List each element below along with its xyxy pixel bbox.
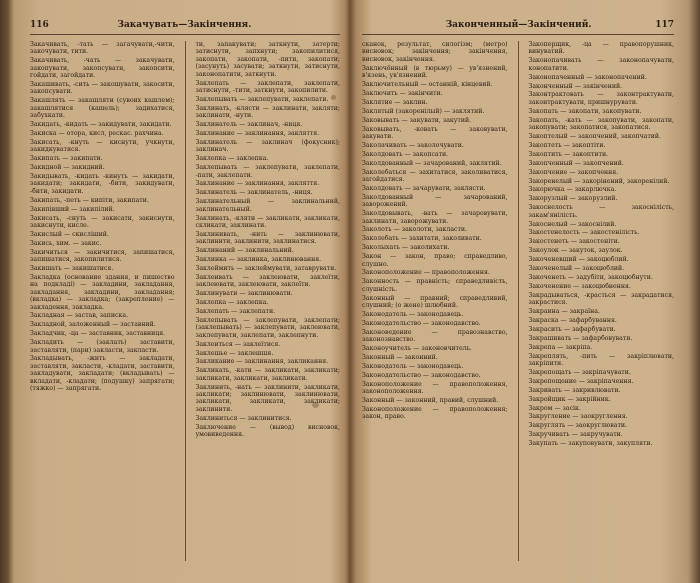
dictionary-entry: Закорючка — закарлючка. — [528, 186, 617, 194]
dictionary-entry: Заклинательный — заклинальний, заклинательный. — [195, 198, 340, 213]
dictionary-entry: Закраина — закраїна. — [528, 308, 600, 316]
dictionary-entry: Заклятый (закоренілый) — заклятий. — [362, 107, 485, 115]
dictionary-entry: Закопченный — закопчений. — [528, 159, 624, 167]
dictionary-entry: Заколдовать — зачарувати, заклясти. — [362, 184, 486, 192]
dictionary-entry: Закладка (основание здания, и пишество на подкладі) — закладини, закладання, закладання, закладини, закладання; (вкладка) — закладка; (закрепление) — закладення, закладка. — [30, 273, 175, 311]
dictionary-entry: Закрепа — закріпа. — [528, 343, 593, 351]
dictionary-entry: Закопать, -кать — закопувати, закопати, закопувати; закопатися, закопатися. — [528, 116, 674, 132]
dictionary-entry: Закривать — закривлювати. — [528, 386, 621, 394]
dictionary-entry: Закликание — заклинання, закликання. — [195, 358, 329, 366]
dictionary-entry: Закорузлый — закорузлий. — [528, 195, 618, 203]
dictionary-entry: Заклеймить — заклеймувати, затаврувати. — [195, 264, 337, 272]
right-col-2 — [528, 41, 674, 561]
dictionary-entry: Закачивать, -чать — закачувати, закопувати, закопсувати, закопсити, гойдати, загойдати. — [30, 57, 175, 80]
dictionary-entry: Заклепка — заклепка. — [195, 155, 269, 163]
dictionary-entry: Закоснелый — закоснілий. — [528, 220, 617, 228]
right-page-number: 117 — [655, 20, 674, 30]
dictionary-entry: сканок, результат, силогізм; (метро) висновок; закінчення; закінчення, висновок, закінчення. — [362, 41, 508, 63]
dictionary-entry: Закишать — закишатися. — [30, 264, 114, 272]
dictionary-entry: Законодатель — законодавець. — [362, 362, 464, 370]
left-page-running-head: Закачувать—Закінчення. — [117, 20, 252, 30]
dictionary-entry: Закраска — зафарбування. — [528, 317, 617, 324]
dictionary-entry: Закручивать — закручувати. — [528, 431, 623, 439]
dictionary-entry: Заклеивать — заклеювати, заклеїти, заклеювати, заклеювати, заклеїти. — [195, 273, 340, 289]
dictionary-entry: Закачивать, -тать — загачувати,-чити, закочувати, тити. — [30, 41, 175, 56]
right-col-1 — [362, 41, 508, 561]
dictionary-entry: Закоренелый — закорінений, закоренілий. — [528, 177, 670, 185]
dictionary-entry: Заклепывать — заклепувати, заклепати, -пати, заклепати. — [195, 164, 340, 179]
dictionary-entry: Заклинка — заклинка, заклинювання. — [195, 256, 322, 264]
dictionary-entry: Закрасить — зафарбувати. — [528, 325, 616, 333]
dictionary-entry: Закоченелый — закоцюблий. — [528, 265, 625, 273]
dictionary-entry: Законтрактовать — законтрактувати, законтрактувати, пришнурувати. — [528, 91, 674, 106]
dictionary-entry: Закоптеть — закоптіти. — [528, 141, 606, 149]
left-page-header — [30, 18, 340, 35]
dictionary-entry: Закисать, -снуть — закисати, закиснути, закиснути, кисле. — [30, 214, 175, 229]
dictionary-entry: Законопачивать — законопачувати, конопатити. — [528, 57, 674, 72]
dictionary-entry: Заклинание — заклинання, закляття. — [195, 129, 320, 137]
dictionary-entry: Законодатель — законодавець. — [362, 311, 464, 318]
paper-stain — [312, 402, 319, 408]
dictionary-entry: Заколебаться — захитатися, заколиватися, загойдатися. — [362, 168, 508, 183]
dictionary-entry: Законный — законний. — [362, 354, 438, 362]
left-page — [30, 18, 340, 561]
right-page-running-head: Законченный—Закінчений. — [445, 20, 592, 30]
dictionary-entry: Закрепощение — закріпачення. — [528, 377, 634, 385]
dictionary-entry: Закладчик, -ца — заставник, заставниця. — [30, 330, 166, 338]
dictionary-entry: Законный — правний; справедливий, слушний; (о жене) шлюбний. — [362, 294, 508, 310]
dictionary-entry: Закругление — заокруглення. — [528, 413, 628, 421]
dictionary-entry: Закоснелость — закоснілість, закам'янілість. — [528, 204, 674, 219]
dictionary-entry: Законодательство — законодавство. — [362, 371, 481, 379]
dictionary-entry: Закром — засік. — [528, 404, 581, 412]
dictionary-entry: Заклинить, -нать — заклинити, закликати, закликати; заклинювати, заклинювати, закликати, закликати, закликати; заклинити. — [195, 383, 340, 413]
dictionary-entry: Закислый — скисліший. — [30, 230, 109, 238]
dictionary-entry: Законопаченный — законопачений. — [528, 73, 647, 81]
right-page — [362, 18, 674, 561]
dictionary-entry: Закиска — отора, кисл, рескас. рахчина. — [30, 129, 164, 137]
dictionary-entry: Закладной, заложенный — заставний. — [30, 321, 156, 329]
dictionary-entry: Закоченевший — закоцюблий. — [528, 256, 629, 264]
dictionary-entry: Заколоть — заколоти, закласти. — [362, 226, 468, 234]
dictionary-entry: Заклинатель — заклинач, -ниця. — [195, 121, 303, 129]
dictionary-entry: Закопать — закопати, закопувати. — [528, 107, 642, 115]
dictionary-entry: Заклешье — заклешшя. — [195, 349, 274, 357]
dictionary-entry: Заклятие — заклин. — [362, 98, 428, 106]
dictionary-entry: Закашивать, -сить — закошувати, закосити, закопсувати. — [30, 81, 175, 96]
dictionary-entry: Закреплять, -пить — закріплювати, закріпити. — [528, 352, 674, 368]
dictionary-entry: Заковывать — закувати, закутий. — [362, 116, 472, 124]
dictionary-entry: Заклинать, -кляти — закликати, закликати, скликати, заклинати. — [195, 214, 340, 229]
dictionary-entry: Закройщик — закрійник. — [528, 395, 611, 403]
dictionary-entry: Закон — закон, право; справедливо, слушно. — [362, 253, 508, 268]
left-page-number: 116 — [30, 20, 49, 30]
dictionary-entry: Законченный — закінчений. — [528, 82, 623, 90]
dictionary-entry: Закладить — (заклать) заставити, заставляти, (пари) закласти, закласти. — [30, 339, 175, 354]
dictionary-entry: Заклинаний — заклинальний. — [195, 247, 294, 255]
dictionary-entry: Закликать, -кати — закликати, закликати; закликати, закликати, закликати. — [195, 367, 340, 382]
dictionary-entry: Закрашивать — зафарбовувати. — [528, 334, 633, 342]
dictionary-entry: Заклинать, -клясти — заклинати, закляти; заклинати, -нути. — [195, 104, 340, 120]
dictionary-entry: Закоченение — закоцюбнення. — [528, 282, 631, 290]
dictionary-entry: Закладная — застав, записка. — [30, 312, 129, 320]
dictionary-entry: Закипать — закипати. — [30, 155, 103, 163]
dictionary-entry: Заклепать — заклепати. — [195, 308, 276, 315]
dictionary-entry: Заколебать — захитати, заколивати. — [362, 235, 482, 243]
dictionary-entry: Заклепывать — заклепувати, заклепати. — [195, 95, 329, 103]
dictionary-entry: Заклинатель — заклинач (фокусник); заклинач. — [195, 138, 340, 154]
dictionary-entry: Закупать — закуповувати, закупляти. — [528, 440, 653, 448]
column-divider — [518, 41, 519, 561]
dictionary-entry: Закостенеть — закостеніти. — [528, 238, 620, 246]
dictionary-entry: Заколдовать — закопсати. — [362, 150, 449, 158]
dictionary-entry: Закоулок — закуток, заулок. — [528, 247, 623, 255]
dictionary-entry: Заклепка — заклепка. — [195, 299, 269, 307]
dictionary-entry: Закрепощать — закріпачувати. — [528, 368, 631, 376]
dictionary-entry: Закисать, -кнуть — киснути, учкнути, закидкуватися. — [30, 138, 175, 154]
column-divider — [185, 41, 186, 561]
dictionary-entry: Заколдованный — зачарований, заклятий. — [362, 159, 502, 167]
dictionary-entry: Законоположение — правоположення, законоположення. — [362, 380, 508, 396]
dictionary-entry: Законоположение — правоположення. — [362, 269, 490, 277]
dictionary-entry: Законный — законний, правий, слушний. — [362, 397, 499, 405]
dictionary-entry: Законоведение — правознавство, законознавство. — [362, 328, 508, 344]
dictionary-entry: Заклинувати — заклинювати. — [195, 290, 293, 298]
dictionary-entry: Заклеиться — заклеїтися. — [195, 340, 281, 348]
dictionary-entry: Заклинатель — заклинатель, -ниця. — [195, 189, 313, 197]
dictionary-entry: Закостенелость — закостенілість. — [528, 229, 640, 237]
dictionary-entry: ти, запакувати; заткнути, затерти; затиснути, запхнути; закопилитися, закопати, закопати, -пити, закопати; (засунуть) засувати; заткнути, затиснути, законопатити, заткнути. — [195, 41, 340, 78]
dictionary-entry: Законоположение — правоположення; закон, право. — [362, 405, 508, 421]
dictionary-entry: Заколдованный — зачарований, заворожений. — [362, 193, 508, 209]
dictionary-entry: Заклинивать, -нить — заклинювати, заклинити, заклинити, заклинатися. — [195, 230, 340, 246]
dictionary-entry: Заколыхать — заколихати. — [362, 244, 450, 252]
dictionary-entry: Закопчение — закопчення. — [528, 168, 619, 176]
dictionary-entry: Закипать, -петь — кипіти, закипати. — [30, 196, 149, 204]
left-col-2 — [195, 41, 340, 561]
dictionary-entry: Заключение — (вывод) висновок, умовиведення. — [195, 423, 340, 439]
dictionary-entry: Заключить — закінчити. — [362, 89, 443, 97]
dictionary-entry: Законоучитель — законовчитель. — [362, 345, 472, 353]
dictionary-entry: Заключительный — останній, кінцевий. — [362, 81, 493, 89]
dictionary-entry: Закись, хим. — закис. — [30, 239, 102, 247]
dictionary-entry: Закруглять — заокруглювати. — [528, 422, 627, 430]
dictionary-entry: Закоптить — закоптити. — [528, 150, 609, 158]
dictionary-entry: Закашлять — закашляти (сувоих кашлем); закашлятися (кашель); задихатися, забухкати. — [30, 97, 175, 120]
dictionary-entry: Закидать, -кидать — закидувати, закидати. — [30, 121, 172, 129]
dictionary-entry: Закичиться — закичитися, запишатися, запишатися, закопилитися. — [30, 248, 175, 264]
dictionary-entry: Закладывать, -жить — закладати, заставляти, закласти, -кладати, заставити, закладувати, закладати; (вкладывать) — вкладати, -кладати; (подушку) запрягати; (тяжко) — запрягати. — [30, 355, 175, 393]
dictionary-entry: Закипівший — закипілий. — [30, 205, 115, 213]
paper-stain — [331, 95, 336, 100]
dictionary-entry: Заключённый (в тюрьму) — ув'язнений, в'язень, ув'язнений. — [362, 64, 508, 80]
dictionary-entry: Законность — правність; справедливість, слушність. — [362, 278, 508, 293]
dictionary-entry: Заклинание — заклинання, закляття. — [195, 180, 320, 188]
dictionary-entry: Заковывать, -ковать — заковувати, закувати. — [362, 125, 508, 140]
dictionary-entry: Закоптелый — закопчений, закопчатий. — [528, 132, 661, 140]
dictionary-entry: Закоперщик, -ца — правопорушник, винуватий. — [528, 41, 674, 56]
dictionary-entry: Заклепывать — заклепувати, заклепати; (заклепывать) — заклепувати, заклеювати, заклепувати, заклепати, заклепнути. — [195, 316, 340, 339]
dictionary-entry: Заколдовывать, -вать — зачаровувати, заклинати, заворожувати. — [362, 210, 508, 225]
dictionary-entry: Закидной — закидний. — [30, 164, 105, 172]
dictionary-entry: Заколачивать — заколочувати. — [362, 141, 464, 149]
dictionary-entry: Заклепать — заклепати, заклепати, затиснути, -тити, заткнути, закопилити. — [195, 79, 340, 94]
left-col-1 — [30, 41, 175, 561]
dictionary-entry: Закидывать, -кидать -кинуть — закидати, закидати; закидати, -бити, закидувати, -бити, закидати. — [30, 173, 175, 195]
dictionary-entry: Закоченеть — задубіти, закоцюбнути. — [528, 273, 653, 281]
right-page-header — [362, 18, 674, 35]
dictionary-entry: Закрадываться, -красться — закрадатися, закрастися. — [528, 291, 674, 307]
dictionary-entry: Законодательство — законодавство. — [362, 319, 481, 327]
dictionary-entry: Заклиниться — заклинитися. — [195, 414, 292, 422]
